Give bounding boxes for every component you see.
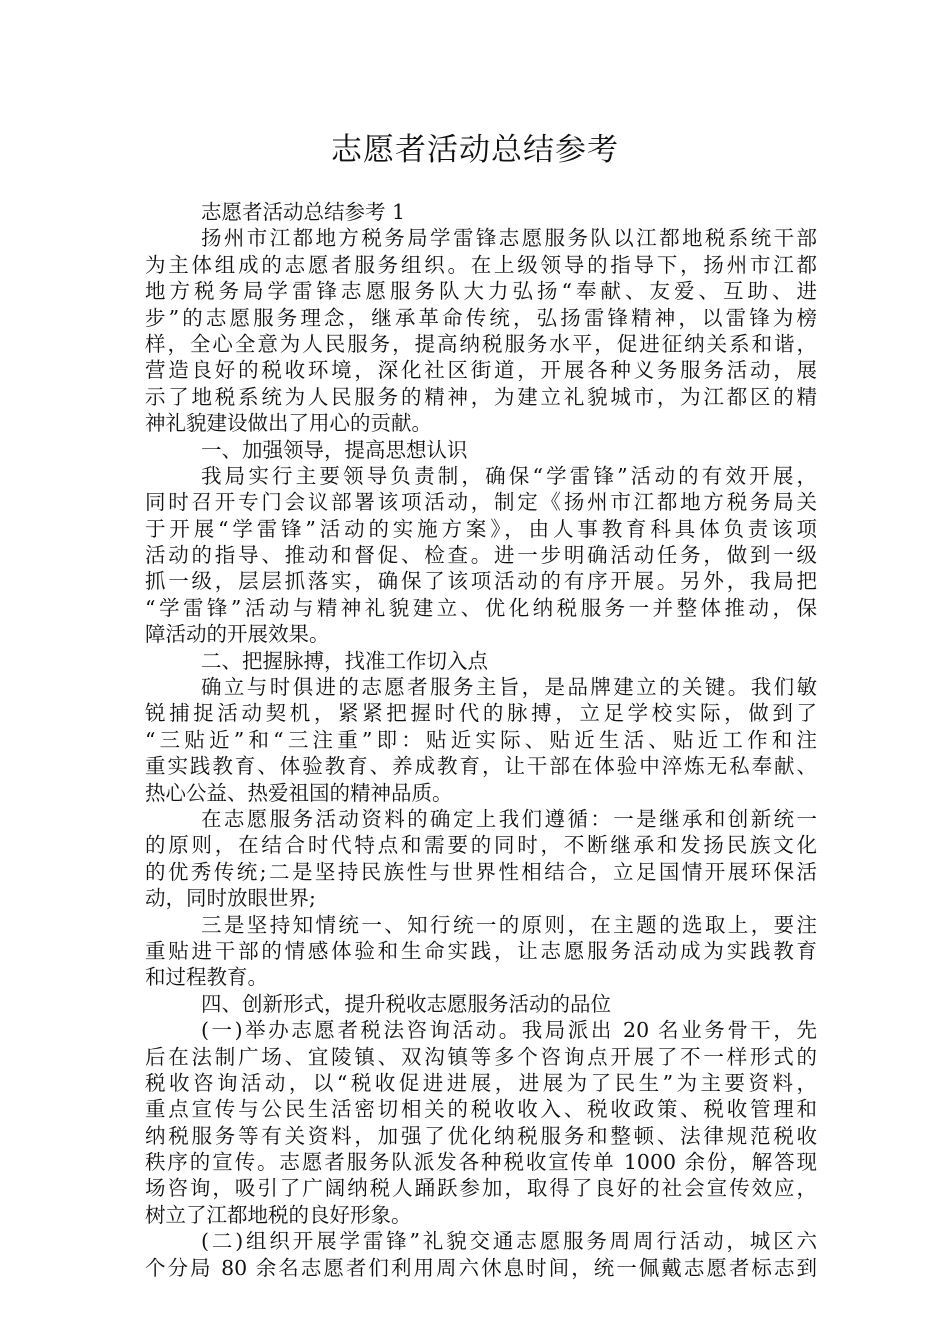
text-line: (二)组织开展学雷锋”礼貌交通志愿服务周周行活动，城区六 xyxy=(201,1229,817,1254)
text-line: 热心公益、热爱祖国的精神品质。 xyxy=(145,780,453,805)
text-line: 秩序的宣传。志愿者服务队派发各种税收宣传单 1000 余份，解答现 xyxy=(145,1150,817,1175)
text-line: 和过程教育。 xyxy=(145,965,268,990)
text-line: 志愿者活动总结参考 1 xyxy=(201,200,406,224)
text-line: 步”的志愿服务理念，继承革命传统，弘扬雷锋精神，以雷锋为榜 xyxy=(145,305,817,330)
text-line: 的优秀传统;二是坚持民族性与世界性相结合，立足国情开展环保活 xyxy=(145,859,817,884)
text-line: 地方税务局学雷锋志愿服务队大力弘扬“奉献、友爱、互助、进 xyxy=(145,279,817,304)
text-line: 同时召开专门会议部署该项活动，制定《扬州市江都地方税务局关 xyxy=(145,490,817,515)
text-line: 样，全心全意为人民服务，提高纳税服务水平，促进征纳关系和谐， xyxy=(145,331,817,356)
text-line: 于开展“学雷锋”活动的实施方案》，由人事教育科具体负责该项 xyxy=(145,516,817,541)
text-line: 二、把握脉搏，找准工作切入点 xyxy=(201,648,488,673)
text-line: 的原则，在结合时代特点和需要的同时，不断继承和发扬民族文化 xyxy=(145,833,817,858)
text-line: 纳税服务等有关资料，加强了优化纳税服务和整顿、法律规范税收 xyxy=(145,1123,817,1148)
text-line: 神礼貌建设做出了用心的贡献。 xyxy=(145,411,432,436)
document-title: 志愿者活动总结参考 xyxy=(331,132,619,168)
text-line: 树立了江都地税的良好形象。 xyxy=(145,1202,412,1227)
text-line: 四、创新形式，提升税收志愿服务活动的品位 xyxy=(201,991,611,1016)
text-line: 锐捕捉活动契机，紧紧把握时代的脉搏，立足学校实际，做到了 xyxy=(145,701,817,726)
text-line: 营造良好的税收环境，深化社区街道，开展各种义务服务活动，展 xyxy=(145,358,817,383)
text-line: “学雷锋”活动与精神礼貌建立、优化纳税服务一并整体推动，保 xyxy=(145,595,817,620)
text-line: 为主体组成的志愿者服务组织。在上级领导的指导下，扬州市江都 xyxy=(145,252,817,277)
text-line: 确立与时俱进的志愿者服务主旨，是品牌建立的关键。我们敏 xyxy=(201,675,817,700)
text-line: 一、加强领导，提高思想认识 xyxy=(201,437,468,462)
document-body xyxy=(145,199,817,1281)
text-line: 重实践教育、体验教育、养成教育，让干部在体验中淬炼无私奉献、 xyxy=(145,754,817,779)
text-line: 三是坚持知情统一、知行统一的原则，在主题的选取上，要注 xyxy=(201,912,817,937)
text-line: 个分局 80 余名志愿者们利用周六休息时间，统一佩戴志愿者标志到 xyxy=(145,1255,817,1280)
text-line: 重贴进干部的情感体验和生命实践，让志愿服务活动成为实践教育 xyxy=(145,938,817,963)
text-line: (一)举办志愿者税法咨询活动。我局派出 20 名业务骨干，先 xyxy=(201,1018,817,1043)
text-line: 在志愿服务活动资料的确定上我们遵循：一是继承和创新统一 xyxy=(201,806,817,831)
text-line: 税收咨询活动，以“税收促进进展，进展为了民生”为主要资料， xyxy=(145,1070,817,1095)
text-line: “三贴近”和“三注重”即：贴近实际、贴近生活、贴近工作和注 xyxy=(145,727,817,752)
text-line: 抓一级，层层抓落实，确保了该项活动的有序开展。另外，我局把 xyxy=(145,569,817,594)
text-line: 动，同时放眼世界; xyxy=(145,886,316,911)
text-line: 我局实行主要领导负责制，确保“学雷锋”活动的有效开展， xyxy=(201,463,817,488)
text-line: 活动的指导、推动和督促、检查。进一步明确活动任务，做到一级 xyxy=(145,543,817,568)
text-line: 后在法制广场、宜陵镇、双沟镇等多个咨询点开展了不一样形式的 xyxy=(145,1044,817,1069)
text-line: 障活动的开展效果。 xyxy=(145,622,330,647)
text-line: 重点宣传与公民生活密切相关的税收收入、税收政策、税收管理和 xyxy=(145,1097,817,1122)
text-line: 场咨询，吸引了广阔纳税人踊跃参加，取得了良好的社会宣传效应， xyxy=(145,1176,817,1201)
text-line: 扬州市江都地方税务局学雷锋志愿服务队以江都地税系统干部 xyxy=(201,226,817,251)
text-line: 示了地税系统为人民服务的精神，为建立礼貌城市，为江都区的精 xyxy=(145,384,817,409)
